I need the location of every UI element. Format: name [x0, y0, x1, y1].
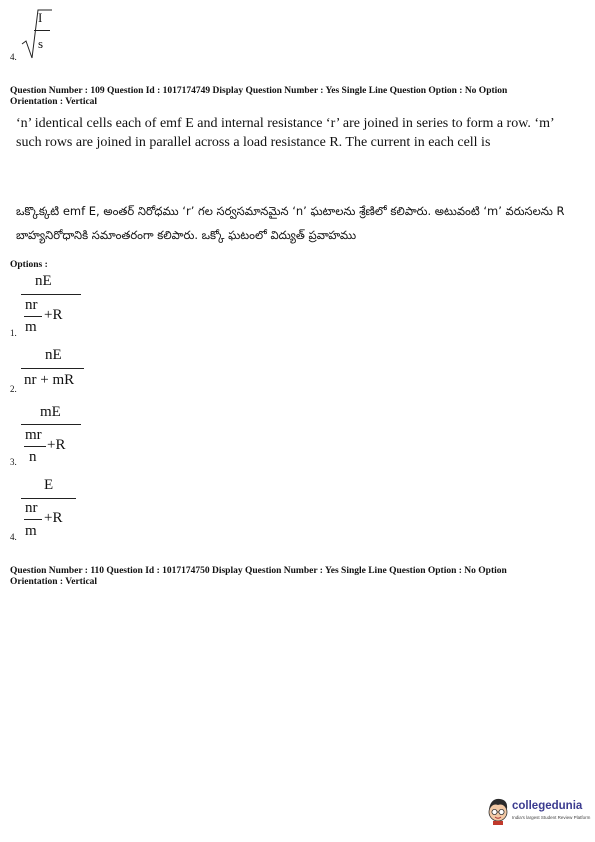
option-1-number: 1.: [10, 328, 17, 338]
prev-option-number: 4.: [10, 52, 17, 62]
logo-brand-text: collegedunia: [512, 800, 583, 812]
prev-option-denominator: s: [38, 36, 44, 51]
prev-option-fraction-bar: [34, 30, 50, 31]
option-3-den-bottom: n: [29, 449, 37, 465]
question-109-text-telugu: ఒక్కొక్కటి emf E, అంతర్ నిరోధము ‘r’ గల సర్వసమానమైన ‘n’ ఘటాలను శ్రేణిలో కలిపారు. అటువంటి ‘m’ వరుసలను R బాహ్యనిరోధానికి సమాంతరంగా కలిపారు. ఒక్కో ఘటంలో విద్యుత్ ప్రవాహము: [16, 204, 565, 242]
question-109-text-english: ‘n’ identical cells each of emf E and internal resistance ‘r’ are joined in series to form a row. ‘m’ such rows are joined in parallel across a load resistance R. The current in each cell is: [16, 116, 554, 150]
option-2-numerator: nE: [45, 347, 62, 363]
option-1-den-plus: +R: [44, 307, 63, 323]
question-110-meta: Question Number : 110 Question Id : 1017174750 Display Question Number : Yes Single Line Question Option : No Option: [10, 566, 507, 576]
option-2-fraction-bar: [21, 368, 84, 369]
question-109-meta: Question Number : 109 Question Id : 1017174749 Display Question Number : Yes Single Line Question Option : No Option: [10, 86, 508, 96]
option-3-den-top: mr: [25, 427, 42, 443]
option-4-den-top: nr: [25, 500, 38, 516]
option-4-den-plus: +R: [44, 510, 63, 526]
question-110-orientation: Orientation : Vertical: [10, 577, 98, 587]
option-3-numerator: mE: [40, 404, 61, 420]
collegedunia-logo: [486, 796, 591, 826]
option-4-inner-bar: [24, 519, 42, 520]
option-2-number: 2.: [10, 384, 17, 394]
option-1-numerator: nE: [35, 273, 52, 289]
question-109-orientation: Orientation : Vertical: [10, 97, 98, 107]
mascot-icon: [486, 796, 510, 826]
option-4-numerator: E: [44, 477, 54, 493]
option-1-den-top: nr: [25, 297, 38, 313]
question-110-header: [10, 566, 507, 588]
option-3-number: 3.: [10, 457, 17, 467]
option-3-fraction-bar: [21, 424, 81, 425]
option-1-inner-bar: [24, 316, 42, 317]
option-1-fraction-bar: [21, 294, 81, 295]
sqrt-symbol: [20, 6, 54, 62]
option-4-number: 4.: [10, 532, 17, 542]
logo-tagline: India's largest Student Review Platform: [512, 815, 591, 820]
options-label: Options :: [10, 260, 48, 270]
option-3-inner-bar: [24, 446, 46, 447]
option-4-den-bottom: m: [25, 523, 37, 539]
option-4-fraction-bar: [21, 498, 76, 499]
option-2-denominator: nr + mR: [24, 372, 75, 388]
prev-option-numerator: I: [38, 10, 43, 25]
question-109-header: [10, 86, 507, 108]
option-3-den-plus: +R: [47, 437, 66, 453]
option-1-den-bottom: m: [25, 319, 37, 335]
